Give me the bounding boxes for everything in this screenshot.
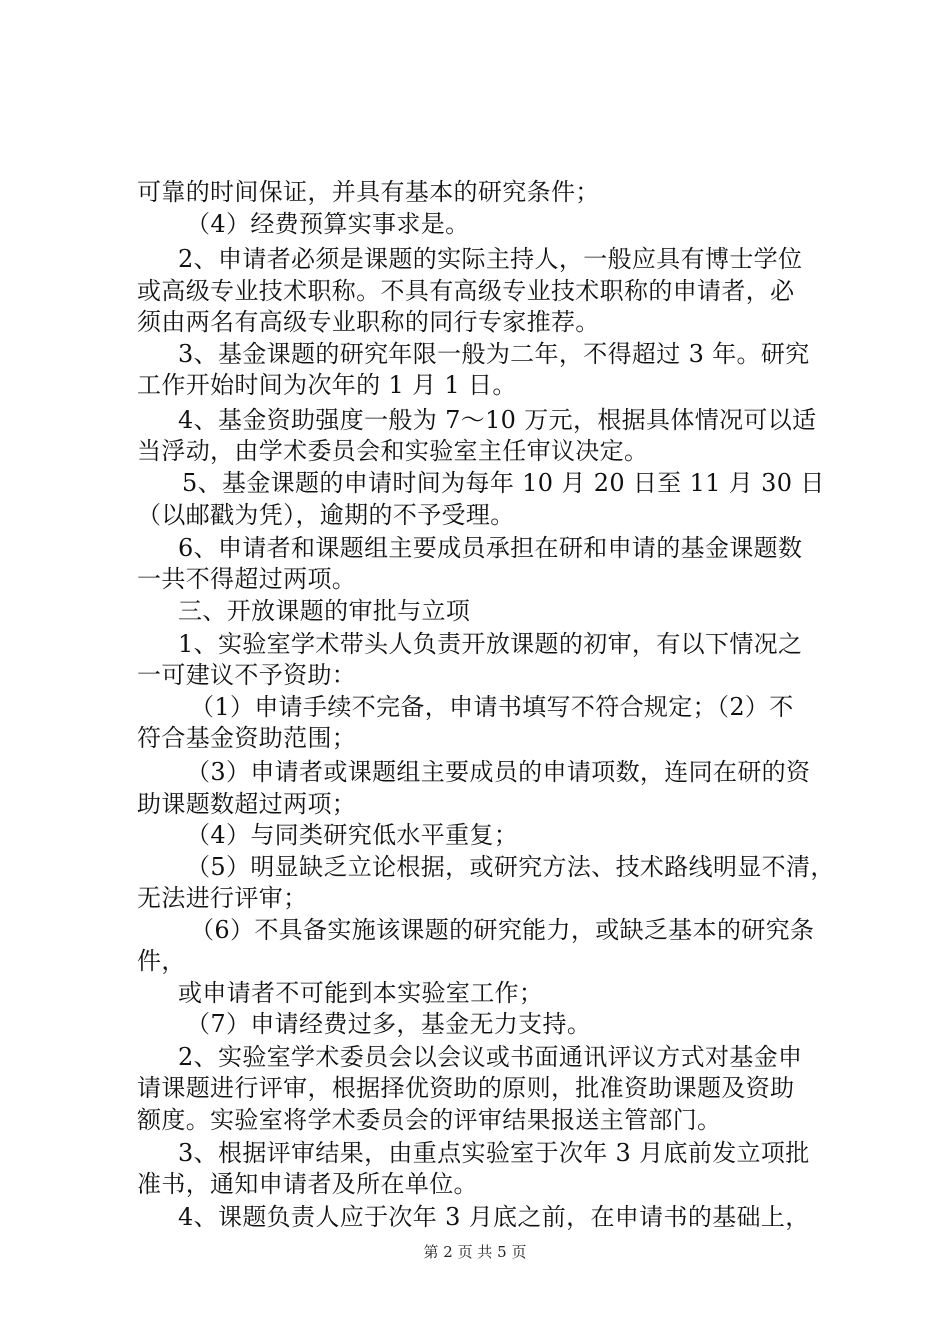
text-line-16: 一可建议不予资助： (137, 661, 357, 689)
text-line-19: （3）申请者或课题组主要成员的申请项数，连同在研的资 (186, 758, 811, 786)
text-line-30: 额度。实验室将学术委员会的评审结果报送主管部门。 (137, 1106, 722, 1134)
text-line-21: （4）与同类研究低水平重复； (186, 821, 519, 849)
text-line-32: 准书，通知申请者及所在单位。 (137, 1170, 478, 1198)
text-line-10: 5、基金课题的申请时间为每年 10 月 20 日至 11 月 30 日 (182, 469, 825, 497)
text-line-5: 须由两名有高级专业职称的同行专家推荐。 (137, 308, 600, 336)
text-line-7: 工作开始时间为次年的 1 月 1 日。 (137, 371, 517, 399)
text-line-11: （以邮戳为凭），逾期的不予受理。 (137, 501, 515, 529)
page-number-footer: 第 2 页 共 5 页 (423, 1243, 527, 1261)
section-heading: 三、开放课题的审批与立项 (178, 597, 471, 625)
text-line-29: 请课题进行评审，根据择优资助的原则，批准资助课题及资助 (137, 1074, 795, 1102)
text-line-25: 件， (137, 947, 186, 975)
text-line-17: （1）申请手续不完备，申请书填写不符合规定；（2）不 (190, 693, 794, 721)
text-line-1: 可靠的时间保证，并具有基本的研究条件； (137, 178, 600, 206)
text-line-2: （4）经费预算实事求是。 (186, 210, 470, 238)
text-line-28: 2、实验室学术委员会以会议或书面通讯评议方式对基金申 (178, 1043, 803, 1071)
text-line-33: 4、课题负责人应于次年 3 月底之前，在申请书的基础上， (178, 1203, 810, 1231)
text-line-26: 或申请者不可能到本实验室工作； (178, 979, 544, 1007)
text-line-27: （7）申请经费过多，基金无力支持。 (186, 1010, 592, 1038)
text-line-22: （5）明显缺乏立论根据，或研究方法、技术路线明显不清， (186, 853, 835, 881)
text-line-13: 一共不得超过两项。 (137, 565, 357, 593)
text-line-6: 3、基金课题的研究年限一般为二年，不得超过 3 年。研究 (178, 340, 810, 368)
text-line-23: 无法进行评审； (137, 884, 308, 912)
text-line-18: 符合基金资助范围； (137, 724, 357, 752)
text-line-20: 助课题数超过两项； (137, 790, 357, 818)
text-line-4: 或高级专业技术职称。不具有高级专业技术职称的申请者，必 (137, 277, 795, 305)
text-line-12: 6、申请者和课题组主要成员承担在研和申请的基金课题数 (178, 534, 803, 562)
text-line-9: 当浮动，由学术委员会和实验室主任审议决定。 (137, 437, 649, 465)
text-line-3: 2、申请者必须是课题的实际主持人，一般应具有博士学位 (178, 245, 803, 273)
text-line-8: 4、基金资助强度一般为 7～10 万元，根据具体情况可以适 (178, 406, 817, 434)
text-line-31: 3、根据评审结果，由重点实验室于次年 3 月底前发立项批 (178, 1139, 810, 1167)
text-line-15: 1、实验室学术带头人负责开放课题的初审，有以下情况之 (178, 630, 803, 658)
text-line-24: （6）不具备实施该课题的研究能力，或缺乏基本的研究条 (190, 916, 815, 944)
